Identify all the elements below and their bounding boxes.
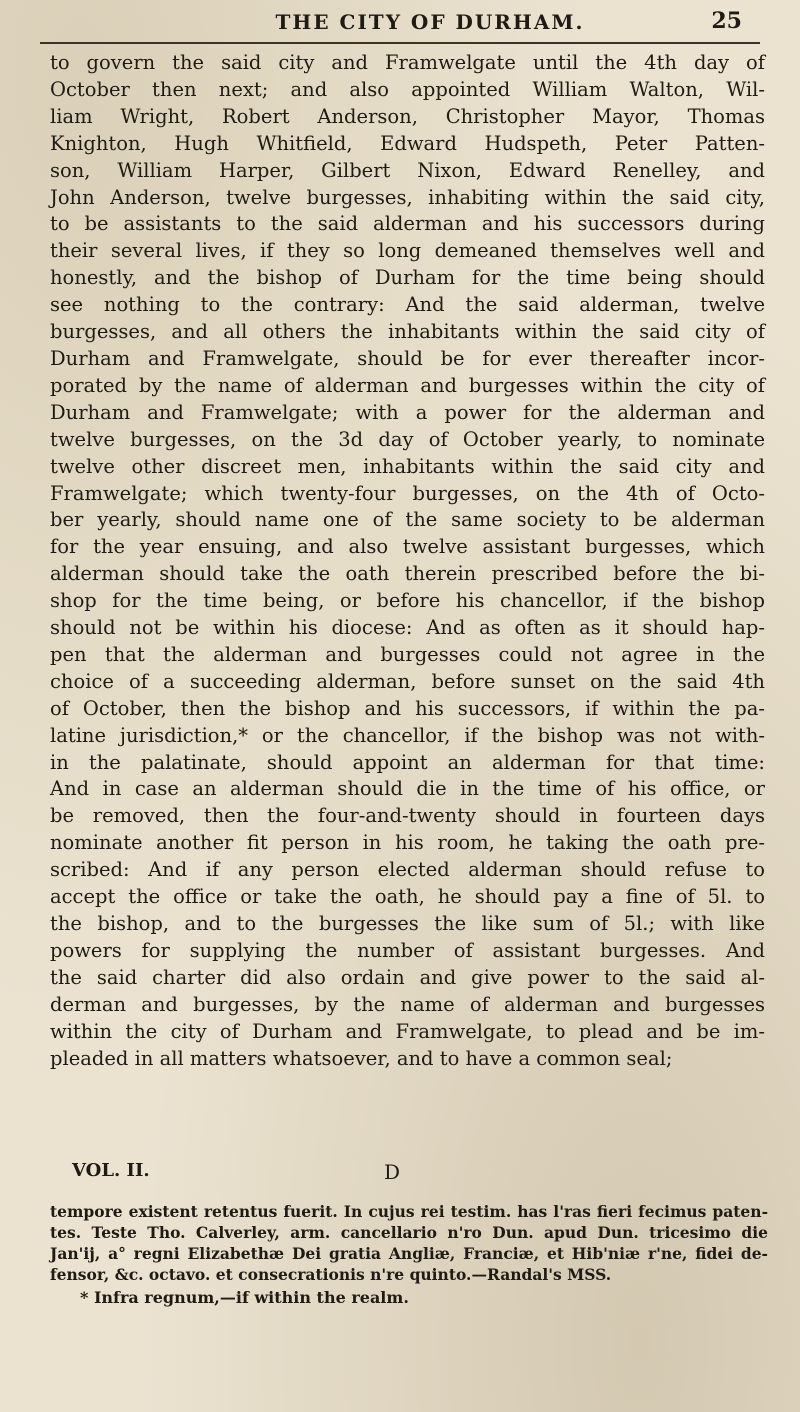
text-line: within the city of Durham and Framwelgate, to plead and be im- [50,1019,765,1043]
text-line: in the palatinate, should appoint an alderman for that time: [50,750,765,774]
text-line: Knighton, Hugh Whitfield, Edward Hudspeth, Peter Patten- [50,131,765,155]
text-line: choice of a succeeding alderman, before sunset on the said 4th [50,669,765,693]
text-line: pen that the alderman and burgesses could not agree in the [50,642,765,666]
text-line: for the year ensuing, and also twelve assistant burgesses, which [50,535,765,559]
text-line: Framwelgate; which twenty-four burgesses, on the 4th of Octo- [50,481,765,505]
text-line: liam Wright, Robert Anderson, Christopher Mayor, Thomas [50,104,765,128]
text-line: powers for supplying the number of assistant burgesses. And [50,938,765,962]
text-line: nominate another fit person in his room, he taking the oath pre- [50,831,765,855]
volume-label: VOL. II. [72,1160,150,1181]
text-line: Durham and Framwelgate; with a power for the alderman and [50,400,765,424]
page-header [40,8,760,40]
text-line: the bishop, and to the burgesses the like sum of 5l.; with like [50,912,765,935]
text-line: And in case an alderman should die in the time of his office, or [50,777,765,801]
header-rule [40,42,760,44]
text-line: to be assistants to the said alderman and his successors during [50,212,765,236]
text-line: the said charter did also ordain and give power to the said al- [50,965,765,989]
page-number: 25 [711,8,742,34]
text-line: son, William Harper, Gilbert Nixon, Edward Renelley, and [50,158,765,182]
text-line: accept the office or take the oath, he should pay a fine of 5l. to [50,885,765,909]
footnote-line: Jan'ij, a° regni Elizabethæ Dei gratia Angliæ, Franciæ, et Hib'niæ r'ne, fidei de- [50,1244,768,1263]
text-line: burgesses, and all others the inhabitants within the said city of [50,320,765,344]
footnote-line: tempore existent retentus fuerit. In cujus rei testim. has l'ras fieri fecimus paten- [50,1202,768,1221]
text-line: ber yearly, should name one of the same society to be alderman [50,508,765,532]
text-line: John Anderson, twelve burgesses, inhabiting within the said city, [50,185,765,209]
signature-line [72,1160,772,1188]
text-line: honestly, and the bishop of Durham for the time being should [50,266,765,290]
text-line: pleaded in all matters whatsoever, and to have a common seal; [50,1046,673,1070]
text-line: latine jurisdiction,* or the chancellor, if the bishop was not with- [50,723,765,747]
text-line: alderman should take the oath therein prescribed before the bi- [50,562,765,586]
footnote-star-note: * Infra regnum,—if within the realm. [80,1288,409,1307]
footnote-line: fensor, &c. octavo. et consecrationis n're quinto.—Randal's MSS. [50,1265,612,1284]
text-line: twelve other discreet men, inhabitants within the said city and [50,454,765,478]
text-line: porated by the name of alderman and burgesses within the city of [50,373,765,397]
footnote-line: tes. Teste Tho. Calverley, arm. cancellario n'ro Dun. apud Dun. tricesimo die [50,1223,768,1242]
body-text [50,50,765,1072]
text-line: shop for the time being, or before his chancellor, if the bishop [50,589,765,613]
text-line: Durham and Framwelgate, should be for ever thereafter incor- [50,346,765,370]
text-line: be removed, then the four-and-twenty should in fourteen days [50,804,765,828]
text-line: derman and burgesses, by the name of alderman and burgesses [50,992,765,1016]
text-line: see nothing to the contrary: And the said alderman, twelve [50,293,765,317]
signature-mark: D [384,1160,401,1184]
text-line: to govern the said city and Framwelgate until the 4th day of [50,51,765,74]
text-line: October then next; and also appointed William Walton, Wil- [50,77,765,101]
footnote-text [50,1201,768,1285]
text-line: of October, then the bishop and his successors, if within the pa- [50,696,765,720]
running-title: THE CITY OF DURHAM. [275,10,585,34]
text-line: should not be within his diocese: And as often as it should hap- [50,616,765,640]
text-line: twelve burgesses, on the 3d day of October yearly, to nominate [50,427,765,451]
text-line: scribed: And if any person elected alderman should refuse to [50,858,765,882]
text-line: their several lives, if they so long demeaned themselves well and [50,239,765,263]
